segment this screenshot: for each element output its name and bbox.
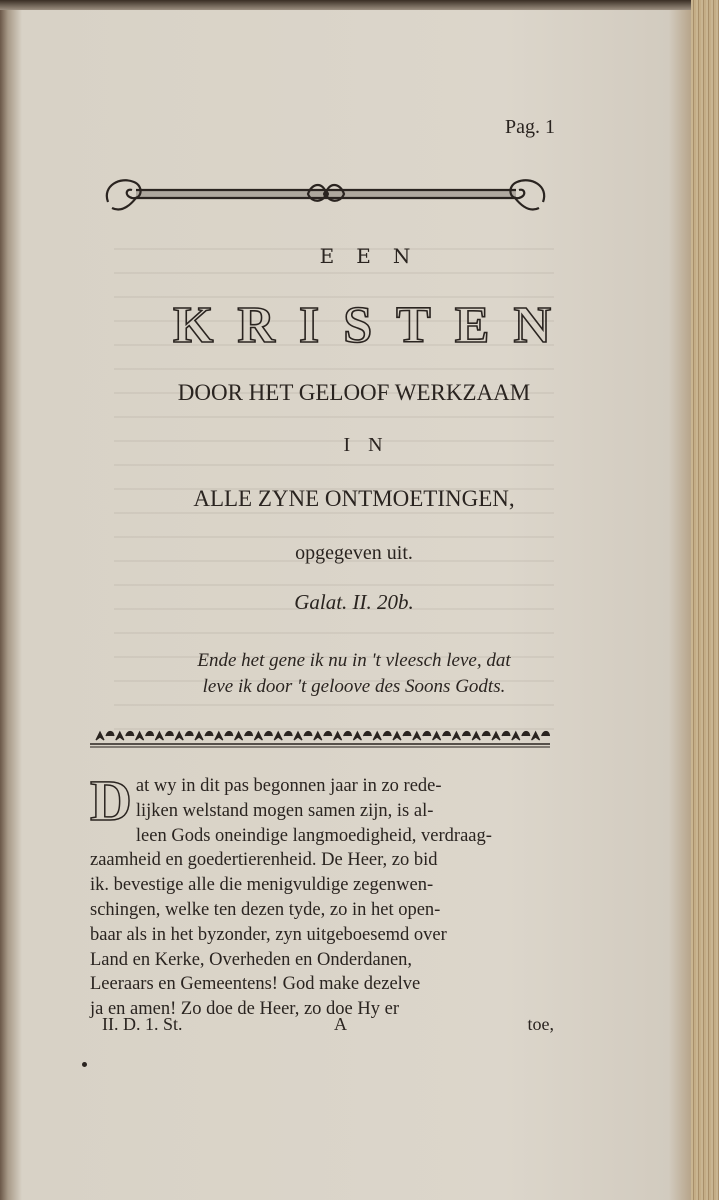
body-line: baar als in het byzonder, zyn uitgeboesemd over [90,924,447,945]
page-footer [90,1014,552,1040]
body-line: ja en amen! Zo doe de Heer, zo doe Hy er [90,999,399,1020]
catchword: toe, [527,1014,554,1034]
title-een: EEN [319,244,433,268]
body-line: Leeraars en Gemeentens! God make dezelve [90,974,421,995]
title-line-1: DOOR HET GELOOF WERKZAAM [177,380,531,405]
fleuron [235,732,253,741]
fleuron [274,732,292,741]
fleuron [452,732,470,741]
body-line: zaamheid en goedertierenheid. De Heer, zo bid [90,850,438,871]
fleuron [433,732,451,741]
fleuron [195,732,213,741]
fleuron [136,732,154,741]
book-page [18,12,690,1192]
fleuron [393,732,411,741]
quote-line-2: leve ik door 't geloove des Soons Godts. [202,676,506,697]
page-number: Pag. 1 [505,116,555,138]
fleuron [96,732,114,741]
fleuron [512,732,530,741]
headpiece-ornament [98,172,553,220]
fleuron [353,732,371,741]
fleuron [175,732,193,741]
scripture-quote [18,648,690,700]
fleuron [472,732,490,741]
fleuron [116,732,134,741]
fleuron [492,732,510,741]
body-line: ik. bevestige alle die menigvuldige zegenwen- [90,875,434,896]
fleuron [532,732,550,741]
fleuron [314,732,332,741]
title-in: IN [343,434,401,456]
top-shadow [0,0,719,10]
fleuron [294,732,312,741]
fleuron [413,732,431,741]
title-line-2: ALLE ZYNE ONTMOETINGEN, [193,486,515,511]
body-line: lijken welstand mogen samen zijn, is al- [135,800,434,821]
fleuron [215,732,233,741]
title-kristen: KRISTEN [172,297,576,354]
signature-letter: A [334,1014,347,1034]
drop-cap: D [90,768,132,833]
body-line: leen Gods oneindige langmoedigheid, verdraag- [135,825,492,846]
subtitle-opgegeven: opgegeven uit. [295,542,413,564]
ornament-band [90,724,550,750]
fleuron [373,732,391,741]
body-line: Land en Kerke, Overheden en Onderdanen, [90,949,413,970]
fleuron [254,732,272,741]
body-line: at wy in dit pas begonnen jaar in zo rede- [135,776,442,796]
body-text [90,768,552,1022]
fleuron [334,732,352,741]
scripture-reference: Galat. II. 20b. [294,590,414,614]
quote-line-1: Ende het gene ik nu in 't vleesch leve, dat [197,650,511,671]
ink-speck [82,1062,87,1067]
fleuron [155,732,173,741]
page-edges [691,0,719,1200]
body-line: schingen, welke ten dezen tyde, zo in het open- [90,899,441,920]
signature-mark: II. D. 1. St. [102,1014,183,1034]
